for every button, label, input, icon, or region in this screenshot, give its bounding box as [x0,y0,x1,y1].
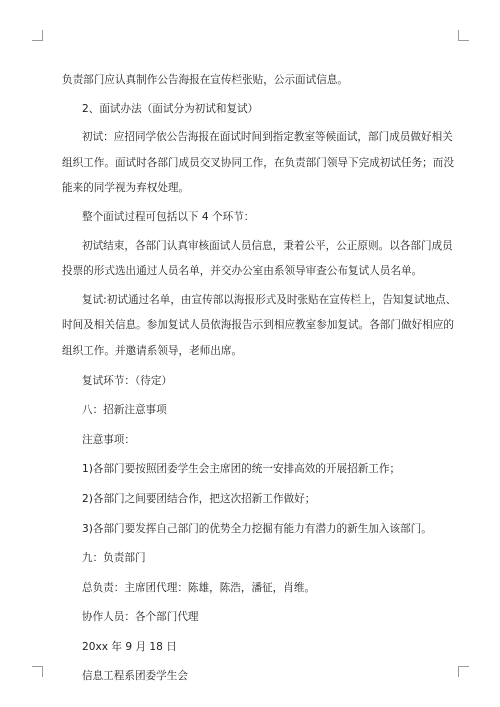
section-heading-interview-method [62,97,440,123]
paragraph-collaborators [62,605,440,631]
text-line: 复试环节：（待定） [82,374,173,387]
text-line: 能来的同学视为弃权处理。 [62,182,190,195]
page-corner-mark-top-left [32,30,43,41]
text-line: 组织工作。面试时各部门成员交叉协同工作，在负责部门领导下完成初试任务；而没 [62,156,454,169]
list-item-note-1 [62,457,440,483]
section-heading-responsible [62,546,440,572]
text-line: 2)各部门之间要团结合作，把这次招新工作做好； [82,492,316,505]
text-line: 投票的形式选出通过人员名单，并交办公室由系领导审查公布复试人员名单。 [62,265,423,278]
paragraph-first-round [62,125,454,202]
paragraph-second-round [62,288,457,365]
text-line: 负责部门应认真制作公告海报在宣传栏张贴，公示面试信息。 [62,74,349,86]
paragraph-general-lead [62,576,440,602]
document-date [62,635,440,661]
text-line: 初试：应招同学依公告海报在面试时间到指定教室等候面试，部门成员做好相关 [82,131,453,144]
text-line: 整个面试过程可包括以下 4 个环节： [82,210,255,223]
text-line: 时间及相关信息。参加复试人员依海报告示到相应教室参加复试。各部门做好相应的 [62,319,454,332]
list-item-note-3 [62,517,440,543]
paragraph-notes-label [62,428,440,454]
page-corner-mark-bottom-left [32,666,43,677]
document-signature-org [62,664,440,690]
list-item-note-2 [62,487,440,513]
paragraph-intro-notice [62,68,440,94]
text-line: 复试:初试通过名单，由宣传部以海报形式及时张贴在宣传栏上，告知复试地点、 [82,293,457,306]
text-line: 信息工程系团委学生会 [82,670,188,683]
text-line: 注意事项： [82,433,135,446]
text-line: 20xx 年 9 月 18 日 [82,640,177,653]
paragraph-second-round-steps [62,369,440,395]
text-line: 1)各部门要按照团委学生会主席团的统一安排高效的开展招新工作； [82,463,401,476]
text-line: 初试结束，各部门认真审核面试人员信息，秉着公平，公正原则。以各部门成员 [82,239,453,252]
text-line: 九：负责部门 [82,552,146,565]
text-line: 协作人员：各个部门代理 [82,611,199,624]
page-corner-mark-bottom-right [458,666,469,677]
section-heading-notes [62,398,440,424]
text-line: 组织工作。并邀请系领导，老师出席。 [62,344,243,357]
text-line: 总负责：主席团代理：陈雄，陈浩，潘征，肖维。 [82,581,316,594]
text-line: 2、面试办法（面试分为初试和复试） [82,102,259,115]
text-line: 3)各部门要发挥自己部门的优势全力挖掘有能力有潜力的新生加入该部门。 [82,522,432,535]
paragraph-first-round-result [62,234,453,285]
document-body [62,68,457,690]
paragraph-process-steps [62,205,440,231]
page-corner-mark-top-right [458,30,469,41]
text-line: 八：招新注意事项 [82,404,167,417]
